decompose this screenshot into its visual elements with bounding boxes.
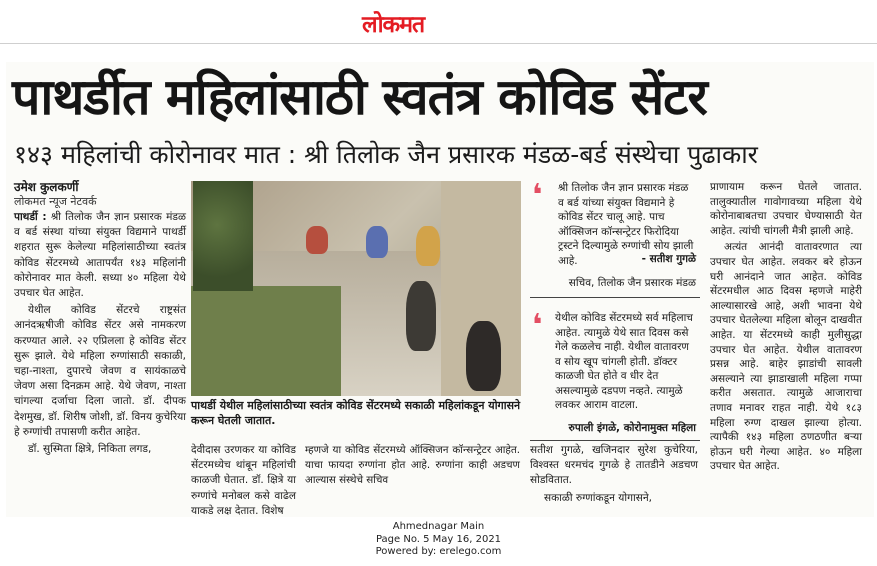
quote-role: सचिव, तिलोक जैन प्रसारक मंडळ xyxy=(568,277,696,289)
byline-author: उमेश कुलकर्णी xyxy=(14,180,79,194)
edition-label: Ahmednagar Main xyxy=(392,521,485,532)
paragraph: सतीश गुगळे, खजिनदार सुरेश कुचेरिया, विश्वस्त धरमचंद गुगळे हे तातडीने अडचण सोडवितात. xyxy=(530,444,698,487)
quote-mark-icon: ❛ xyxy=(532,308,543,343)
quote-text: येथील कोविड सेंटरमध्ये सर्व महिलाच आहेत. त्यामुळे येथे सात दिवस कसे गेले कळलेच नाही. येथील वातावरण व सोय खूप चांगली होती. डॉक्टर काळजी घेत होते व धीर देत असल्यामुळे दडपण नव्हते. त्यामुळे लवकर आराम वाटला. xyxy=(555,312,693,411)
photo-person xyxy=(406,281,436,351)
paragraph: म्हणजे या कोविड सेंटरमध्ये ऑक्सिजन कॉन्सन्ट्रेटर आहेत. याचा फायदा रुग्णांना होत आहे. रुग्णांना काही अडचण आल्यास संस्थेचे सचिव xyxy=(305,444,520,487)
article-headline: पाथर्डीत महिलांसाठी स्वतंत्र कोविड सेंटर xyxy=(12,68,707,126)
paragraph: प्राणायाम करून घेतले जातात. तालुक्यातील गावोगावच्या महिला येथे कोरोनाबाबतचा उपचार घेण्यासाठी येत आहेत. त्यांची चांगली मैत्री झाली आहे. xyxy=(710,181,862,237)
article-photo xyxy=(191,181,521,396)
article-column-5 xyxy=(710,180,862,476)
quote-divider xyxy=(530,440,700,441)
article-column-1 xyxy=(14,210,186,459)
masthead xyxy=(0,0,877,48)
newspaper-logo: लोकमत xyxy=(362,12,425,38)
dateline: पाथर्डी : xyxy=(14,211,47,223)
photo-tree xyxy=(193,181,253,291)
photo-caption: पाथर्डी येथील महिलांसाठीच्या स्वतंत्र कोविड सेंटरमध्ये सकाळी महिलांकडून योगासने करून घेतली जातात. xyxy=(191,399,521,427)
photo-person xyxy=(306,226,328,254)
quote-divider xyxy=(530,297,700,298)
page-info: Page No. 5 May 16, 2021 xyxy=(375,533,502,545)
quote-signature: रुपाली इंगळे, कोरोनामुक्त महिला xyxy=(568,422,696,434)
quote-mark-icon: ❛ xyxy=(532,178,543,213)
paragraph xyxy=(14,210,186,301)
article-subhead: १४३ महिलांची कोरोनावर मात : श्री तिलोक जैन प्रसारक मंडळ-बर्ड संस्थेचा पुढाकार xyxy=(14,140,758,169)
quote-text: श्री तिलोक जैन ज्ञान प्रसारक मंडळ व बर्ड यांच्या संयुक्त विद्यमाने हे कोविड सेंटर चालू आहे. पाच ऑक्सिजन कॉन्सन्ट्रेटर फिरोदिया ट्रस्टने दिल्यामुळे रुग्णांची सोय झाली आहे. xyxy=(558,182,694,267)
photo-person xyxy=(366,226,388,258)
article-column-4 xyxy=(530,443,698,508)
photo-person xyxy=(416,226,440,266)
photo-lawn xyxy=(191,286,341,396)
powered-by: Powered by: erelego.com xyxy=(375,546,502,557)
article-column-3 xyxy=(305,443,520,491)
photo-person xyxy=(466,321,501,391)
paragraph: देवीदास उरणकर या कोविड सेंटरमध्येच थांबून महिलांची काळजी घेतात. डॉ. क्षित्रे या रुग्णांचे मनोबल कसे वाढेल याकडे लक्ष देतात. विशेष xyxy=(191,444,296,517)
paragraph: येथील कोविड सेंटरचे राष्ट्रसंत आनंदऋषीजी कोविड सेंटर असे नामकरण करण्यात आले. २२ एप्रिलला हे कोविड सेंटर सुरू झाले. येथे महिला रुग्णांसाठी सकाळी, चहा-नाश्ता, दुपारचे जेवण व सायंकाळचे जेवण असा दिनक्रम आहे. येथे जेवण, नाश्ता चांगल्या दर्जाचा दिला जातो. डॉ. दीपक देशमुख, डॉ. शिरीष जोशी, डॉ. विनय कुचेरिया हे रुग्णांची तपासणी करीत आहेत. xyxy=(14,304,186,438)
byline-network: लोकमत न्यूज नेटवर्क xyxy=(14,195,97,208)
article-column-2 xyxy=(191,443,296,521)
masthead-rule xyxy=(0,43,877,44)
paragraph: डॉ. सुस्मिता क्षित्रे, निकिता लगड, xyxy=(28,443,152,456)
paragraph: सकाळी रुग्णांकडून योगासने, xyxy=(544,491,653,504)
paragraph-text: श्री तिलोक जैन ज्ञान प्रसारक मंडळ व बर्ड संस्था यांच्या संयुक्त विद्यमाने पाथर्डी शहरात सुरू केलेल्या महिलांसाठीच्या स्वतंत्र कोविड सेंटरमध्ये आतापर्यंत १४३ महिलांनी कोरोनावर मात केली. सध्या ४० महिला येथे उपचार घेत आहेत. xyxy=(14,211,186,300)
paragraph: अत्यंत आनंदी वातावरणात त्या उपचार घेत आहेत. लवकर बरे होऊन घरी आनंदाने जात आहेत. कोविड सेंटरमधील आठ दिवस म्हणजे माहेरी आल्यासारखे आहे, अशी भावना येथे उपचार घेतलेल्या महिला बोलून दाखवीत आहेत. या सेंटरमध्ये काही मुलीसुद्धा उपचार घेत आहेत. येथील वातावरण प्रसन्न आहे. बाहेर झाडांची सावली असल्याने त्या झाडाखाली महिला गप्पा करीत असतात. त्यामुळे आजाराचा तणाव मनावर राहत नाही. येथे १८३ महिला रुग्ण दाखल झाल्या होत्या. त्यापैकी १४३ महिला ठणठणीत बऱ्या होऊन घरी गेल्या आहेत. ४० महिला उपचार घेत आहेत. xyxy=(710,241,862,473)
quote-signature: - सतीश गुगळे xyxy=(641,253,696,265)
page-footer xyxy=(0,521,877,559)
